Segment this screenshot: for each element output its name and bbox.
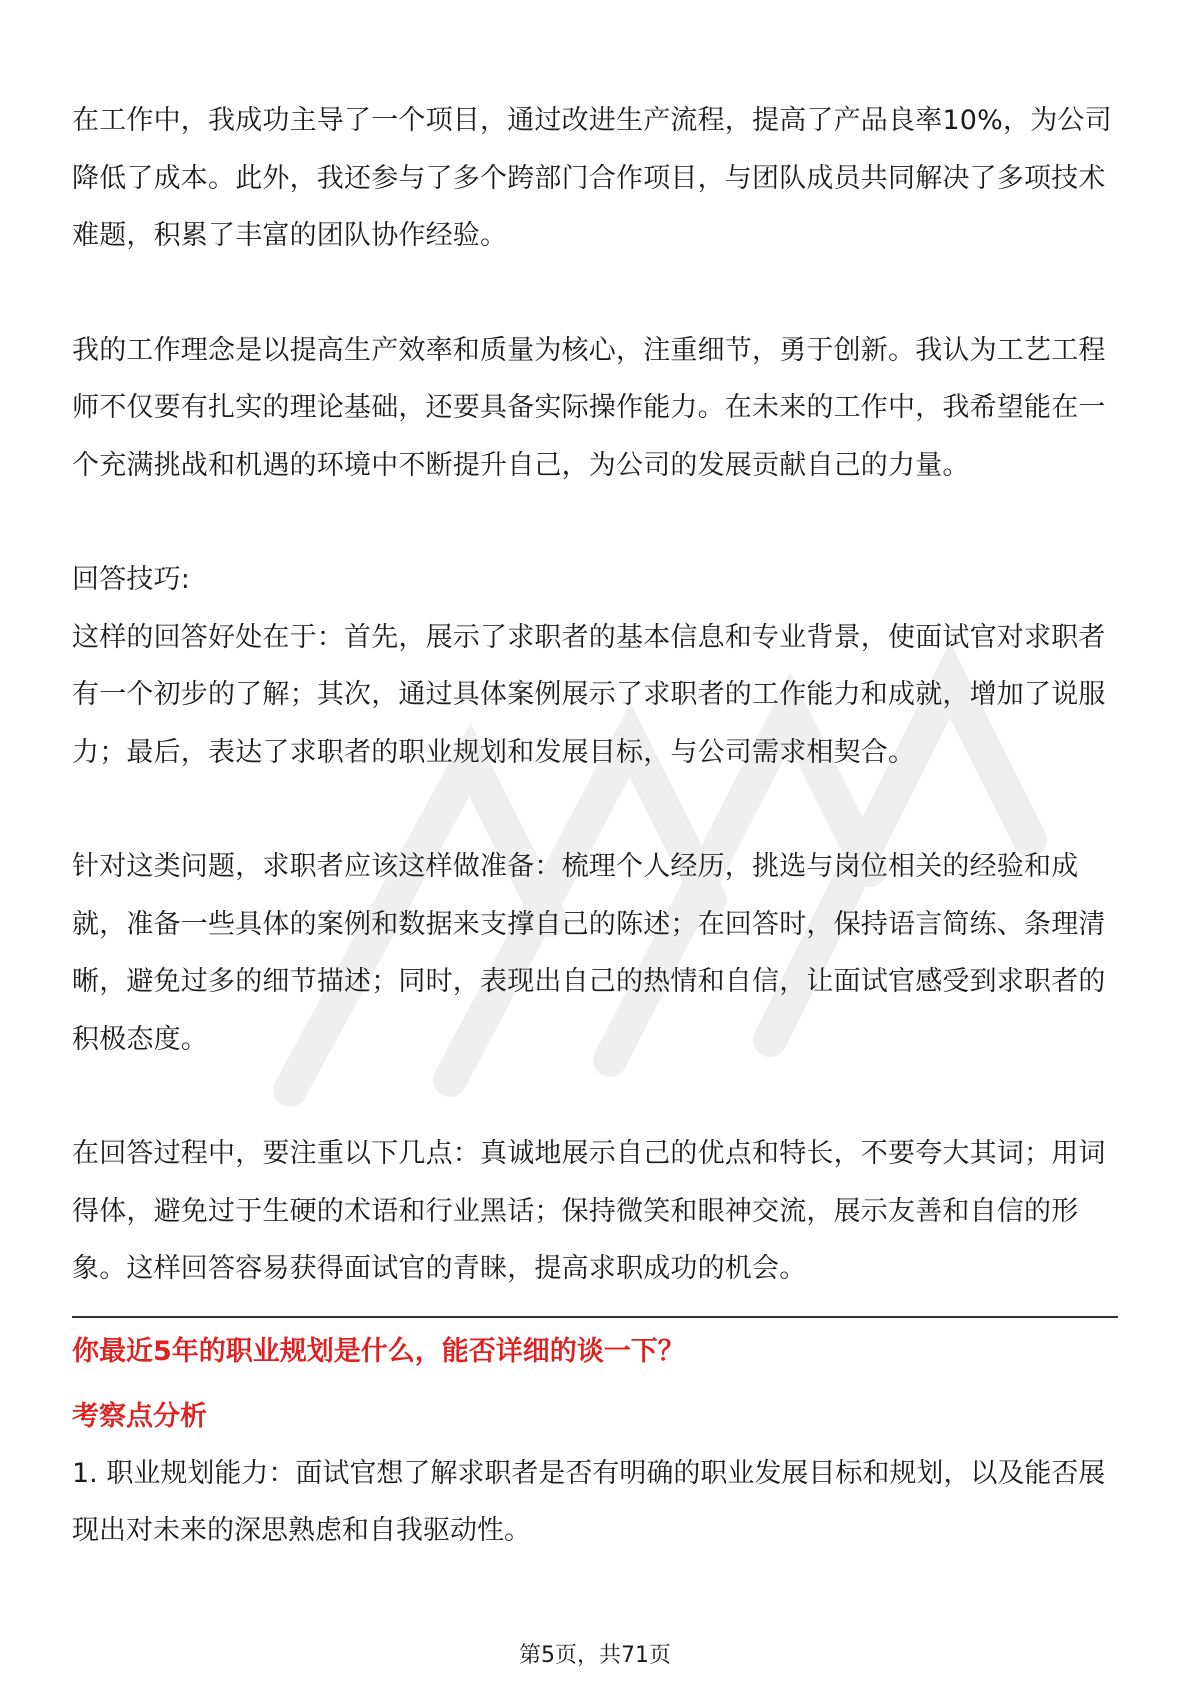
page-content xyxy=(72,92,1118,1559)
paragraph-project-experience: 在工作中，我成功主导了一个项目，通过改进生产流程，提高了产品良率10%，为公司降低了成本。此外，我还参与了多个跨部门合作项目，与团队成员共同解决了多项技术难题，积累了丰富的团队协作经验。 xyxy=(72,105,1112,251)
analysis-heading: 考察点分析 xyxy=(72,1400,207,1432)
page-number: 第5页，共71页 xyxy=(519,1643,671,1668)
answer-tips-label: 回答技巧: xyxy=(72,564,191,595)
paragraph-work-philosophy: 我的工作理念是以提高生产效率和质量为核心，注重细节，勇于创新。我认为工艺工程师不仅要有扎实的理论基础，还要具备实际操作能力。在未来的工作中，我希望能在一个充满挑战和机遇的环境中不断提升自己，为公司的发展贡献自己的力量。 xyxy=(72,334,1106,481)
analysis-item: 1. 职业规划能力：面试官想了解求职者是否有明确的职业发展目标和规划，以及能否展现出对未来的深思熟虑和自我驱动性。 xyxy=(72,1457,1106,1546)
section-divider xyxy=(72,1316,1118,1318)
question-heading: 你最近5年的职业规划是什么，能否详细的谈一下？ xyxy=(72,1335,685,1367)
paragraph-answer-benefits: 这样的回答好处在于：首先，展示了求职者的基本信息和专业背景，使面试官对求职者有一个初步的了解；其次，通过具体案例展示了求职者的工作能力和成就，增加了说服力；最后，表达了求职者的职业规划和发展目标，与公司需求相契合。 xyxy=(72,621,1106,768)
paragraph-answer-points: 在回答过程中，要注重以下几点：真诚地展示自己的优点和特长，不要夸大其词；用词得体，避免过于生硬的术语和行业黑话；保持微笑和眼神交流，展示友善和自信的形象。这样回答容易获得面试官的青睐，提高求职成功的机会。 xyxy=(72,1138,1106,1284)
paragraph-preparation: 针对这类问题，求职者应该这样做准备：梳理个人经历，挑选与岗位相关的经验和成就，准备一些具体的案例和数据来支撑自己的陈述；在回答时，保持语言简练、条理清晰，避免过多的细节描述；同时，表现出自己的热情和自信，让面试官感受到求职者的积极态度。 xyxy=(72,851,1106,1055)
